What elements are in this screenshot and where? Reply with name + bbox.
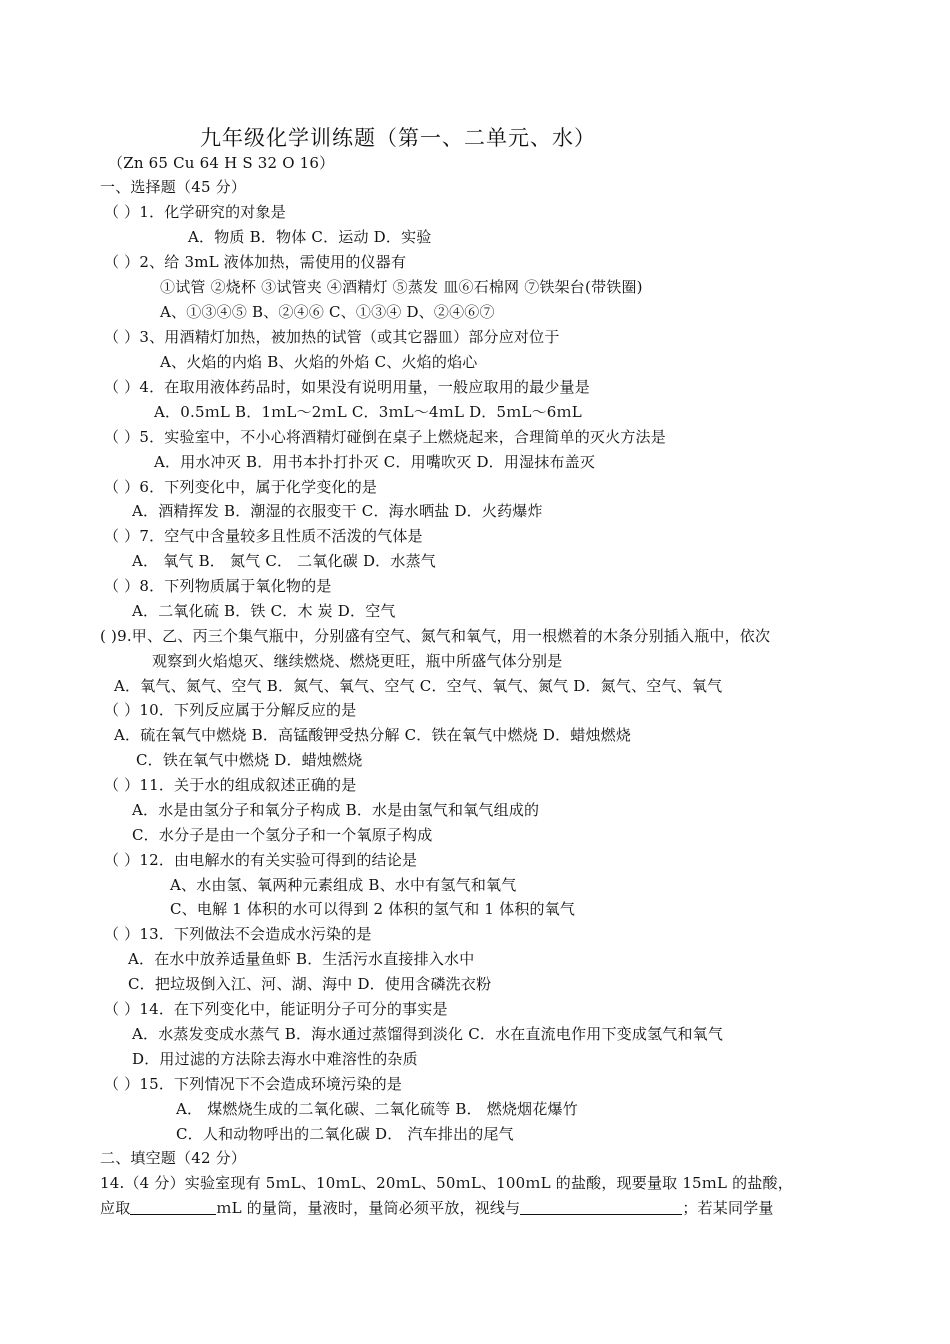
question-12-options-2: C、电解 1 体积的水可以得到 2 体积的氢气和 1 体积的氧气 [170,900,576,918]
question-1: （ ）1．化学研究的对象是 [104,203,286,221]
question-9-options: A．氧气、氮气、空气 B．氮气、氧气、空气 C．空气、氧气、氮气 D．氮气、空气、氧气 [114,677,723,695]
question-11-options-2: C．水分子是由一个氢分子和一个氧原子构成 [132,826,433,844]
section-heading-fill-in: 二、填空题（42 分） [100,1149,247,1167]
question-13-options-2: C．把垃圾倒入江、河、湖、海中 D．使用含磷洗衣粉 [128,975,492,993]
question-12-options-1: A、水由氢、氧两种元素组成 B、水中有氢气和氧气 [170,876,517,894]
question-2: （ ）2、给 3mL 液体加热，需使用的仪器有 [104,253,407,271]
fill-text-c: ；若某同学量 [682,1199,774,1217]
answer-blank-line-of-sight[interactable] [520,1200,682,1215]
question-15-options-2: C．人和动物呼出的二氧化碳 D． 汽车排出的尾气 [176,1125,514,1143]
question-12: （ ）12．由电解水的有关实验可得到的结论是 [104,851,418,869]
question-11-options-1: A．水是由氢分子和氧分子构成 B．水是由氢气和氧气组成的 [132,801,540,819]
question-11: （ ）11．关于水的组成叙述正确的是 [104,776,357,794]
question-10-options-1: A．硫在氧气中燃烧 B．高锰酸钾受热分解 C．铁在氧气中燃烧 D．蜡烛燃烧 [114,726,632,744]
question-10: （ ）10．下列反应属于分解反应的是 [104,701,357,719]
question-15: （ ）15．下列情况下不会造成环境污染的是 [104,1075,403,1093]
fill-question-14: 14.（4 分）实验室现有 5ｍL、10ｍL、20ｍL、50ｍL、100ｍL 的盐酸，现要量取 15ｍL 的盐酸， [100,1174,793,1192]
question-10-options-2: C．铁在氧气中燃烧 D．蜡烛燃烧 [136,751,363,769]
question-8-options: A．二氧化硫 B．铁 C．木 炭 D．空气 [132,602,396,620]
fill-text-b: ｍL 的量筒，量液时，量筒必须平放，视线与 [216,1199,521,1217]
question-13-options-1: A．在水中放养适量鱼虾 B．生活污水直接排入水中 [128,950,475,968]
question-9: ( )9.甲、乙、丙三个集气瓶中，分别盛有空气、氮气和氧气，用一根燃着的木条分别插入瓶中，依次 [100,627,771,645]
question-5-options: A．用水冲灭 B．用书本扑打扑灭 C．用嘴吹灭 D．用湿抹布盖灭 [154,453,596,471]
question-2-items: ①试管 ②烧杯 ③试管夹 ④酒精灯 ⑤蒸发 皿⑥石棉网 ⑦铁架台(带铁圈) [160,278,643,296]
section-heading-choice: 一、选择题（45 分） [100,178,247,196]
question-8: （ ）8．下列物质属于氧化物的是 [104,577,332,595]
question-14: （ ）14．在下列变化中，能证明分子可分的事实是 [104,1000,448,1018]
question-3-options: A、火焰的内焰 B、火焰的外焰 C、火焰的焰心 [160,353,478,371]
question-14-options-1: A．水蒸发变成水蒸气 B．海水通过蒸馏得到淡化 C．水在直流电作用下变成氢气和氧气 [132,1025,724,1043]
question-7-options: A． 氧气 B． 氮气 C． 二氧化碳 D．水蒸气 [132,552,436,570]
answer-blank-cylinder-size[interactable] [130,1200,216,1215]
question-9-continued: 观察到火焰熄灭、继续燃烧、燃烧更旺，瓶中所盛气体分别是 [152,652,563,670]
fill-text-a: 应取 [100,1199,131,1217]
question-14-options-2: D．用过滤的方法除去海水中难溶性的杂质 [132,1050,418,1068]
question-7: （ ）7．空气中含量较多且性质不活泼的气体是 [104,527,423,545]
question-1-options: A．物质 B．物体 C．运动 D．实验 [188,228,432,246]
fill-question-14-continued [100,1198,774,1218]
question-6-options: A．酒精挥发 B．潮湿的衣服变干 C．海水晒盐 D．火药爆炸 [132,502,543,520]
question-15-options-1: A． 煤燃烧生成的二氧化碳、二氧化硫等 B． 燃烧烟花爆竹 [176,1100,578,1118]
question-2-options: A、①③④⑤ B、②④⑥ C、①③④ D、②④⑥⑦ [160,303,495,321]
question-4-options: A．0.5ｍL B．1ｍL～2ｍL C．3ｍL～4ｍL D．5ｍL～6ｍL [154,403,582,421]
question-6: （ ）6．下列变化中，属于化学变化的是 [104,478,378,496]
question-4: （ ）4．在取用液体药品时，如果没有说明用量，一般应取用的最少量是 [104,378,590,396]
question-3: （ ）3、用酒精灯加热，被加热的试管（或其它器皿）部分应对位于 [104,328,560,346]
question-5: （ ）5．实验室中，不小心将酒精灯碰倒在桌子上燃烧起来，合理简单的灭火方法是 [104,428,666,446]
page-title: 九年级化学训练题（第一、二单元、水） [200,126,596,150]
atomic-masses: （Zn 65 Cu 64 H S 32 O 16） [108,154,335,172]
question-13: （ ）13．下列做法不会造成水污染的是 [104,925,372,943]
